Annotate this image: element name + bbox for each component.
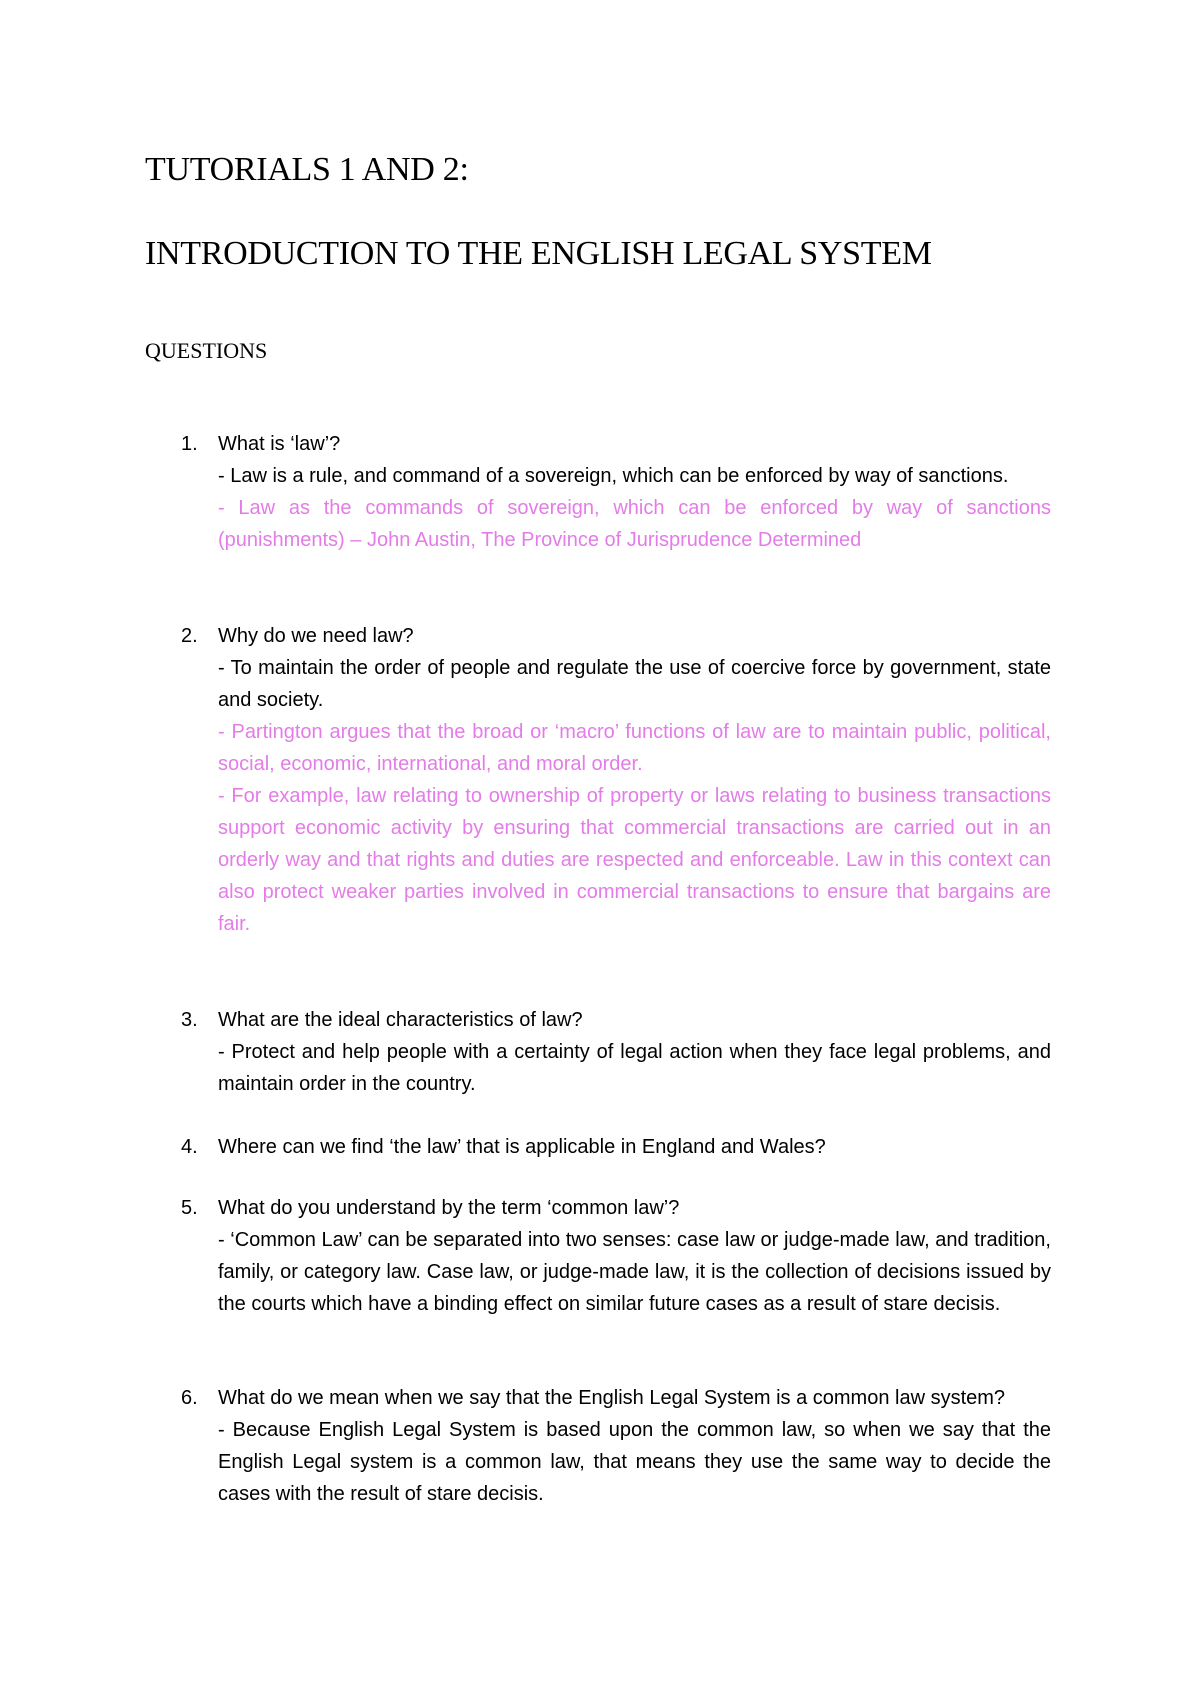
question-number: 5. [181, 1197, 198, 1219]
question-body [218, 620, 1051, 940]
question-number: 2. [181, 625, 198, 647]
answer-text: - To maintain the order of people and regulate the use of coercive force by government, state and society. [218, 657, 1051, 711]
answer-text-highlighted: - Partington argues that the broad or ‘macro’ functions of law are to maintain public, political, social, economic, international, and moral order. [218, 721, 1051, 775]
question-body [218, 1004, 1051, 1100]
question-text: What do you understand by the term ‘common law’? [218, 1197, 680, 1219]
answer-text-highlighted: - For example, law relating to ownership of property or laws relating to business transactions support economic activity by ensuring that commercial transactions are carried out in an orderly way and that rights and duties are respected and enforceable. Law in this context can also protect weaker parties involved in commercial transactions to ensure that bargains are fair. [218, 785, 1051, 935]
question-number: 3. [181, 1009, 198, 1031]
question-body [218, 1192, 1051, 1320]
question-text: Why do we need law? [218, 625, 414, 647]
answer-text: - Because English Legal System is based upon the common law, so when we say that the English Legal system is a common law, that means they use the same way to decide the cases with the result of stare decisis. [218, 1419, 1051, 1505]
question-body [218, 1131, 1051, 1163]
question-text: What are the ideal characteristics of law? [218, 1009, 583, 1031]
answer-text: - Law is a rule, and command of a sovereign, which can be enforced by way of sanctions. [218, 465, 1009, 487]
document-title-line-1: TUTORIALS 1 AND 2: [145, 151, 469, 188]
section-label-questions: QUESTIONS [145, 338, 268, 363]
answer-text: - Protect and help people with a certainty of legal action when they face legal problems, and maintain order in the country. [218, 1041, 1051, 1095]
question-body [218, 428, 1051, 556]
question-text: Where can we find ‘the law’ that is applicable in England and Wales? [218, 1136, 826, 1158]
question-number: 1. [181, 433, 198, 455]
question-number: 4. [181, 1136, 198, 1158]
answer-text-highlighted: - Law as the commands of sovereign, which can be enforced by way of sanctions (punishments) – John Austin, The Province of Jurisprudence Determined [218, 497, 1051, 551]
document-title-line-2: INTRODUCTION TO THE ENGLISH LEGAL SYSTEM [145, 235, 932, 272]
question-text: What do we mean when we say that the English Legal System is a common law system? [218, 1387, 1006, 1409]
answer-text: - ‘Common Law’ can be separated into two senses: case law or judge-made law, and tradition, family, or category law. Case law, or judge-made law, it is the collection of decisions issued by the courts which have a binding effect on similar future cases as a result of stare decisis. [218, 1229, 1051, 1315]
question-number: 6. [181, 1387, 198, 1409]
question-body [218, 1382, 1051, 1510]
question-text: What is ‘law’? [218, 433, 341, 455]
